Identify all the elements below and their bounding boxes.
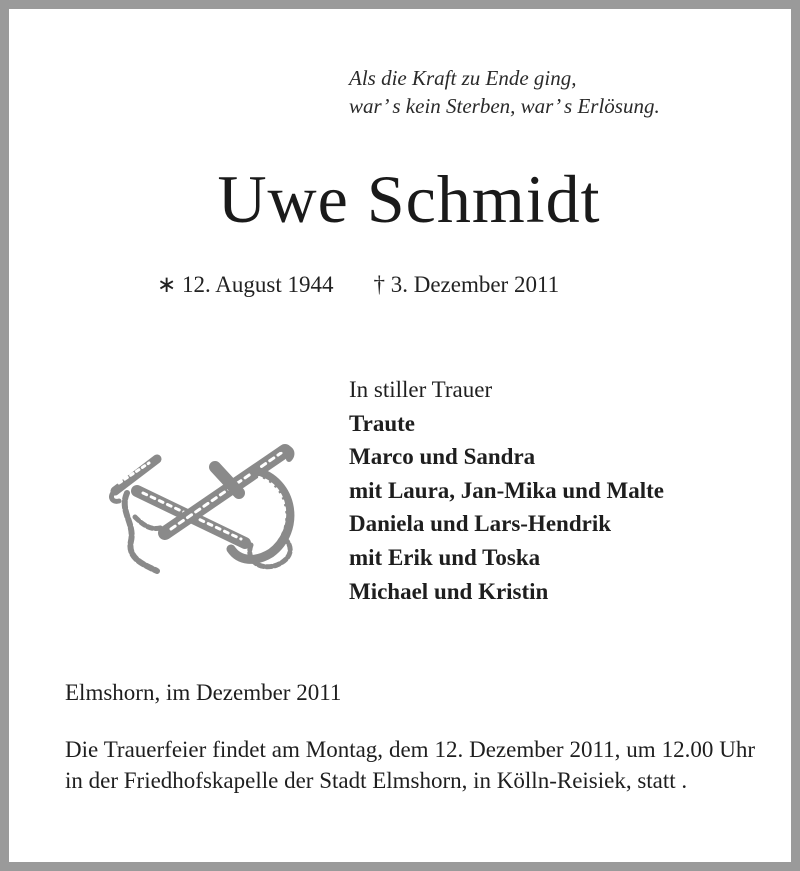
mourner-name: mit Laura, Jan-Mika und Malte — [349, 477, 664, 503]
birth-date: ∗ 12. August 1944 — [157, 272, 334, 297]
motto-line-2: war’ s kein Sterben, war’ s Erlösung. — [349, 94, 660, 118]
mourner-name: mit Erik und Toska — [349, 544, 541, 570]
deceased-name: Uwe Schmidt — [217, 161, 601, 237]
mourners-intro: In stiller Trauer — [349, 377, 493, 402]
ceremony-notice: Die Trauerfeier findet am Montag, dem 12. Dezember 2011, um 12.00 Uhr in der Friedhofskapelle der Stadt Elmshorn, in Kölln-Reisiek, statt . — [65, 737, 755, 793]
death-date: † 3. Dezember 2011 — [373, 272, 560, 297]
motto-quote — [349, 64, 660, 120]
place-date: Elmshorn, im Dezember 2011 — [65, 680, 342, 705]
mourner-name: Traute — [349, 410, 416, 436]
mourner-name: Marco und Sandra — [349, 444, 536, 470]
mourner-name: Daniela und Lars-Hendrik — [349, 511, 611, 537]
mourner-name: Michael und Kristin — [349, 578, 549, 604]
motto-line-1: Als die Kraft zu Ende ging, — [349, 66, 577, 90]
anchor-icon — [105, 431, 305, 581]
life-dates — [157, 270, 559, 300]
mourners-list — [349, 373, 664, 608]
